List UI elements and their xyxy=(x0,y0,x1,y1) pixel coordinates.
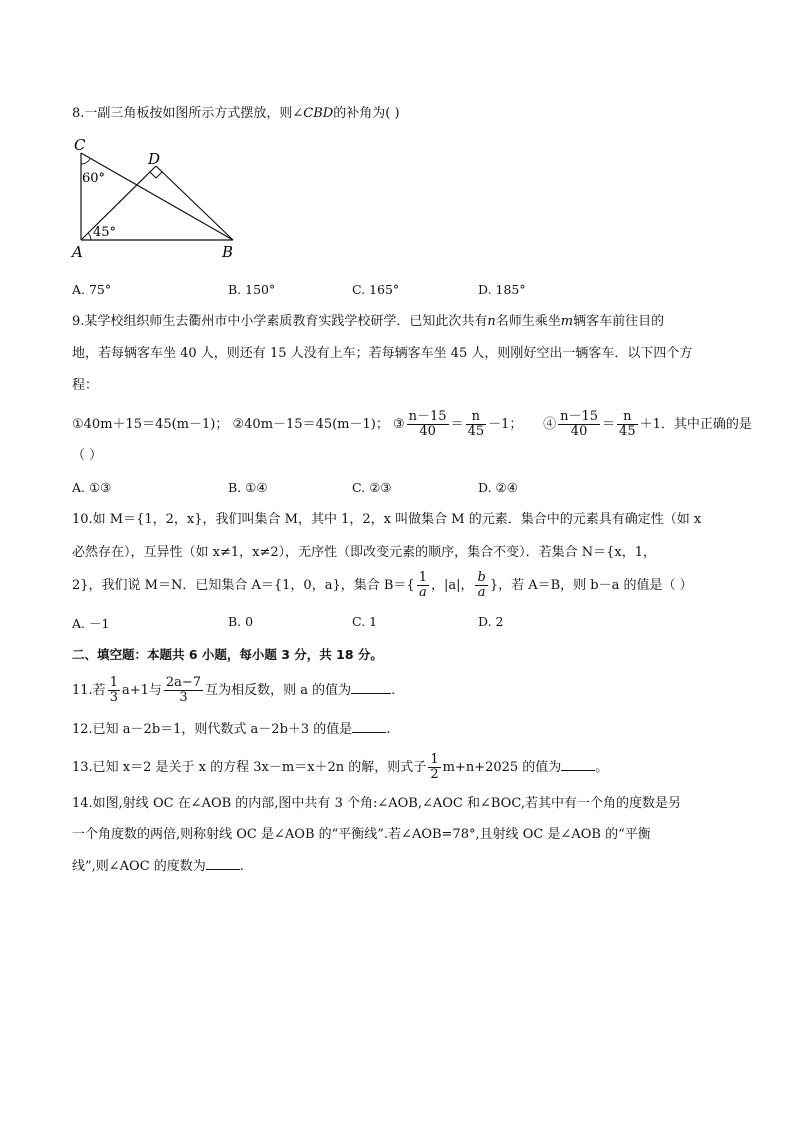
q9-eq3-eq: ＝ xyxy=(450,417,464,432)
q8-stem-text: 8.一副三角板按如图所示方式摆放，则 xyxy=(72,106,293,121)
q9-option-d[interactable]: D. ②④ xyxy=(478,480,518,495)
q10-line3-end: }，若 A＝B，则 b－a 的值是（ ） xyxy=(489,578,693,593)
q11-answer-blank[interactable] xyxy=(351,681,391,694)
q11-pre: 11.若 xyxy=(72,683,106,698)
q10-line1: 10.如 M＝{1，2，x}，我们叫集合 M，其中 1，2，x 叫做集合 M 的元素．集合中的元素具有确定性（如 x xyxy=(72,512,702,527)
q9-eq3-post: －1； xyxy=(488,417,523,432)
q11-frac1-den: 3 xyxy=(109,690,118,705)
angle-45: 45° xyxy=(93,225,117,240)
q8-option-d[interactable]: D. 185° xyxy=(478,282,526,297)
q13-post: m+n+2025 的值为 xyxy=(442,760,562,775)
q9-equations xyxy=(72,410,752,439)
q10-frac2 xyxy=(475,571,487,600)
q14-line3-text: 线”,则∠AOC 的度数为 xyxy=(72,859,206,874)
q12-answer-blank[interactable] xyxy=(352,720,386,733)
q9-line1-mid: 名师生乘坐 xyxy=(495,314,561,329)
q13-frac xyxy=(428,753,440,782)
q10-line3-mid: ，|a|， xyxy=(430,578,474,593)
q11-frac2 xyxy=(164,676,203,705)
q10-frac2-den: a xyxy=(477,585,486,600)
q11-mid: a+1与 xyxy=(121,683,162,698)
q9-eq3-num1: n－15 xyxy=(408,409,447,424)
q13-pre: 13.已知 x＝2 是关于 x 的方程 3x－m＝x＋2n 的解，则式子 xyxy=(72,760,427,775)
q9-eq4-den2: 45 xyxy=(619,424,636,439)
q9-var-m: m xyxy=(560,314,574,329)
q9-eq4-frac1 xyxy=(558,410,600,439)
q8-angle: ∠CBD xyxy=(292,106,334,121)
q8-option-a[interactable]: A. 75° xyxy=(72,282,112,297)
q11-frac2-den: 3 xyxy=(179,690,188,705)
q9-eq3-frac1 xyxy=(407,410,449,439)
q9-var-n: n xyxy=(487,314,496,329)
q12-text: 12.已知 a－2b＝1，则代数式 a－2b＋3 的值是 xyxy=(72,722,353,737)
q9-line1 xyxy=(72,313,664,331)
q11-post: 互为相反数，则 a 的值为 xyxy=(205,683,352,698)
q14-line3 xyxy=(72,857,244,876)
q13-frac-num: 1 xyxy=(430,752,439,767)
q11 xyxy=(72,676,395,705)
q9-eq3-frac2 xyxy=(466,410,487,439)
section-title: 二、填空题：本题共 6 小题，每小题 3 分，共 18 分。 xyxy=(72,647,383,662)
q10-frac2-num: b xyxy=(477,570,486,585)
q8-stem-end: 的补角为( ) xyxy=(333,106,400,121)
q10-frac1 xyxy=(417,571,429,600)
q10-option-d[interactable]: D. 2 xyxy=(478,614,504,629)
q9-eq4-frac2 xyxy=(617,410,638,439)
q13-end: 。 xyxy=(595,760,609,775)
q8-option-c[interactable]: C. 165° xyxy=(352,282,400,297)
q8-option-b[interactable]: B. 150° xyxy=(228,282,276,297)
q9-eq3-den2: 45 xyxy=(467,424,485,439)
q9-option-c[interactable]: C. ②③ xyxy=(352,480,392,495)
q11-frac1-num: 1 xyxy=(109,675,118,690)
q9-option-a[interactable]: A. ①③ xyxy=(72,480,112,495)
q9-line2: 地，若每辆客车坐 40 人，则还有 15 人没有上车；若每辆客车坐 45 人，则刚好空出一辆客车．以下四个方 xyxy=(72,346,693,361)
q10-frac1-den: a xyxy=(418,585,427,600)
q10-option-c[interactable]: C. 1 xyxy=(352,614,378,629)
label-c: C xyxy=(74,136,86,154)
q9-line1-text: 9.某学校组织师生去衢州市中小学素质教育实践学校研学．已知此次共有 xyxy=(72,314,488,329)
q10-line3 xyxy=(72,571,693,600)
q14-end: . xyxy=(239,859,244,874)
q8-stem xyxy=(72,105,400,123)
q10-option-a[interactable]: A. －1 xyxy=(72,616,110,631)
q9-eq4-post: ＋1．其中正确的是 xyxy=(639,417,752,432)
label-a: A xyxy=(72,243,83,261)
angle-60: 60° xyxy=(82,171,106,186)
q9-eq4-label: ④ xyxy=(543,417,557,432)
q9-option-b[interactable]: B. ①④ xyxy=(228,480,268,495)
q9-eq4-eq: ＝ xyxy=(602,417,616,432)
q13-answer-blank[interactable] xyxy=(561,758,595,771)
q13 xyxy=(72,753,608,782)
q10-option-b[interactable]: B. 0 xyxy=(228,614,254,629)
q9-eq3-num2: n xyxy=(466,410,487,425)
q9-eq4-num1: n－15 xyxy=(560,409,599,424)
q12 xyxy=(72,720,390,739)
q9-eq2: ②40m－15＝45(m－1)； xyxy=(232,417,389,432)
q9-paren: （ ） xyxy=(72,448,103,463)
q13-frac-den: 2 xyxy=(430,767,439,782)
q11-end: . xyxy=(391,683,396,698)
q9-eq3-label: ③ xyxy=(393,417,405,432)
q14-line2: 一个角度数的两倍,则称射线 OC 是∠AOB 的“平衡线”.若∠AOB=78°,且射线 OC 是∠AOB 的“平衡 xyxy=(72,827,651,842)
q10-line2: 必然存在），互异性（如 x≠1，x≠2），无序性（即改变元素的顺序，集合不变）．若集合 N＝{x，1， xyxy=(72,545,657,560)
q9-line1-end: 辆客车前往目的 xyxy=(573,314,665,329)
q8-triangle-figure xyxy=(70,136,245,262)
q11-frac1 xyxy=(108,676,120,705)
q9-eq4-num2: n xyxy=(617,410,638,425)
q12-end: . xyxy=(386,722,391,737)
label-d: D xyxy=(148,150,161,168)
q9-eq3-den1: 40 xyxy=(419,424,436,439)
q14-answer-blank[interactable] xyxy=(206,857,240,870)
q10-line3-text: 2}，我们说 M＝N．已知集合 A＝{1，0，a}，集合 B＝{ xyxy=(72,578,415,593)
q10-frac1-num: 1 xyxy=(418,570,427,585)
q9-eq4-den1: 40 xyxy=(570,424,588,439)
q14-line1: 14.如图,射线 OC 在∠AOB 的内部,图中共有 3 个角:∠AOB,∠AOC 和∠BOC,若其中有一个角的度数是另 xyxy=(72,796,681,811)
q9-line3: 程： xyxy=(72,378,99,393)
q9-eq1: ①40m＋15＝45(m－1)； xyxy=(72,417,229,432)
q11-frac2-num: 2a−7 xyxy=(165,675,202,690)
label-b: B xyxy=(222,243,234,261)
